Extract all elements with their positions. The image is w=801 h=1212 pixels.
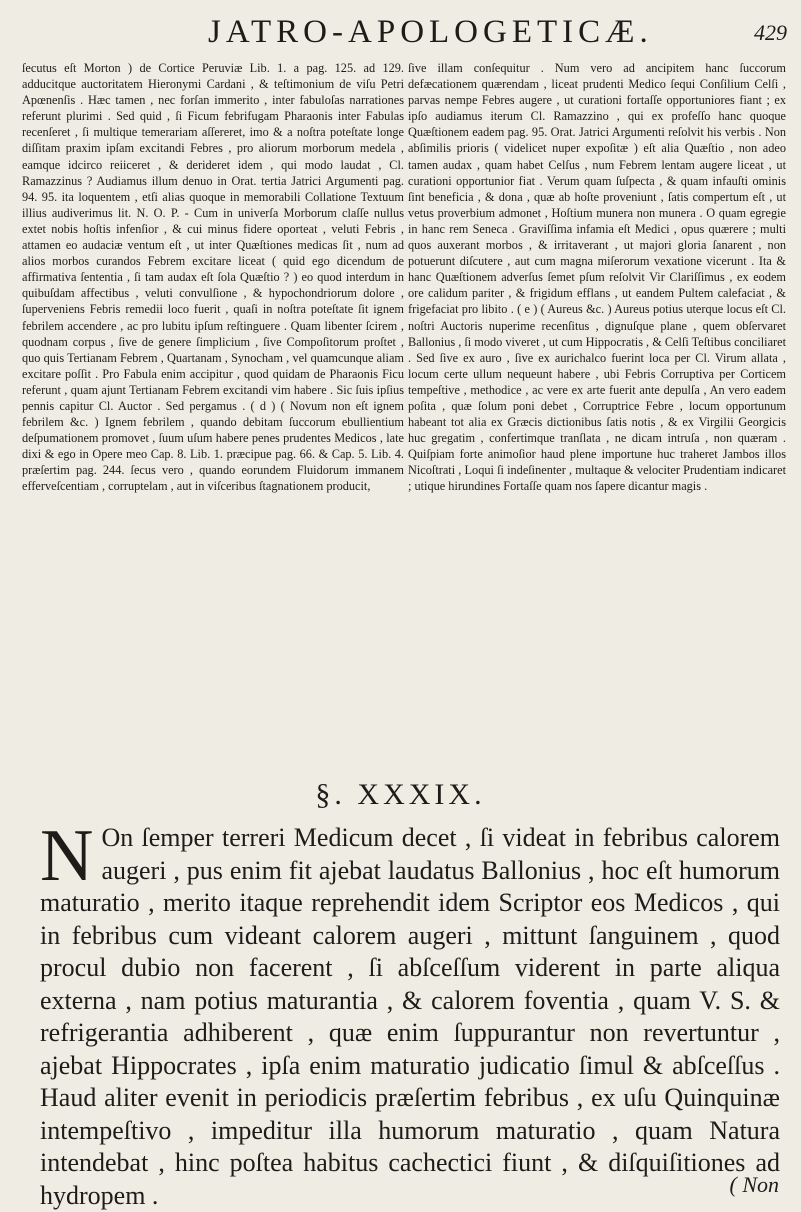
left-column <box>22 60 404 780</box>
page-number: 429 <box>754 20 787 45</box>
right-column-text: ſive illam conſequitur . Num vero ad ancipitem hanc ſuccorum defæcationem quærendam , liceat prudenti Medico ſequi Conſilium Celſi , parvas nempe Febres augere , ut curationi fortaſſe opportuniores fiant ; ex ipſo audiamus iterum Cl. Ramazzino , qui ex profeſſo hanc quoque Quæſtionem eadem pag. 95. Orat. Jatrici Argumenti reſolvit his verbis . Non abſimilis prioris ( videlicet nuper expoſitæ ) eſt alia Quæſtio , non adeo tamen audax , quam habet Celſus , num Febrem lentam augere liceat , ut curationi opportunior fiat . Verum quam ſuſpecta , & quam infauſti ominis ſint beneficia , & dona , quæ ab hoſte proveniunt , ſatis compertum eſt , ut vetus proverbium admonet , Hoſtium munera non munera . O quam egregie in hanc rem Seneca . Graviſſima infamia eſt Medici , opus quærere ; multi quos auxerant morbos , & irritaverant , ut majori gloria ſanarent , non potuerunt diſcutere , aut cum magna miſerorum vexatione vicerunt . Ita & hanc Quæſtionem adverſus ſemet pſum reſolvit Vir Clariſſimus , ex eodem ore calidum pariter , & frigidum efflans , ut eandem Pultem calefaciat , & frigefaciat pro libito . ( e ) ( Aureus &c. ) Aureus potius uterque locus eſt Cl. noſtri Auctoris nuperime recenſitus , dignuſque plane , quem obſervaret Ballonius , ſi modo viveret , ut cum Hippocratis , & Celſi Teſtibus conciliaret . Sed ſive ex auro , ſive ex aurichalco fuerint loca per Cl. Virum allata , locum certe ullum nequeunt habere , ubi Febris Corruptiva per Corticem tempeſtive , methodice , ac vere ex arte fuerit ante depulſa , An vero eadem poſita , quæ ſolum poni debet , Corruptrice Febre , locum opportunum habeant tot alia ex Græcis dictionibus ſatis notis , & ex Virgilii Georgicis huc gregatim , confertimque tranſlata , ne dicam intruſa , non quæram . Quiſpiam forte animoſior haud plene importune huc traheret Jambos illos Nicoſtrati , Loqui ſi indeſinenter , multaque & velociter Prudentiam indicaret ; utique hirundines Fortaſſe quam nos ſapere dicantur magis . <box>408 61 787 494</box>
catchword: ( Non <box>729 1172 779 1197</box>
main-paragraph-text: On ſemper terreri Medicum decet , ſi videat in febribus calorem augeri , pus enim fit ajebat laudatus Ballonius , hoc eſt humorum maturatio , merito itaque reprehendit idem Scriptor eos Medicos , qui in febribus cum videant calorem augeri , mittunt ſanguinem , quod procul dubio non facerent , ſi abſceſſum viderent in parte aliqua externa , nam potius maturantia , & calorem foventia , quam V. S. & refrigerantia adhiberent , quæ enim ſuppurantur non revertuntur , ajebat Hippocrates , ipſa enim maturatio judicatio ſimul & abſceſſus . Haud aliter evenit in periodicis præſertim febribus , ex uſu Quinquinæ intempeſtivo , impeditur illa humorum maturatio , quam Natura intendebat , hinc poſtea habitus cachectici fiunt , & diſquiſitiones ad hydropem . <box>40 823 780 1210</box>
right-column <box>408 60 786 780</box>
main-paragraph <box>40 815 780 1210</box>
drop-cap: N <box>40 815 94 897</box>
running-head <box>0 14 801 58</box>
section-heading: §. XXXIX. <box>315 778 486 811</box>
left-column-text: ſecutus eſt Morton ) de Cortice Peruviæ Lib. 1. a pag. 125. ad 129. adducitque auctoritatem Hieronymi Cardani , & teſtimonium de viſu Petri Apœnenſis . Hæc tamen , nec forſan immerito , inter fabuloſas narrationes referunt plurimi . Sed quid , ſi Ficum febrifugam Pharaonis inter Fabulas recenſeret , ſi multique temerariam aſſereret, imo & a noſtra poteſtate longe diſſitam praxim ipſam excitandi Febres , pro aliorum morborum medela , eamque idcirco reiiceret , & derideret idem , qui modo laudat , Cl. Ramazzinus ? Audiamus illum denuo in Orat. tertia Jatrici Argumenti pag. 94. 95. ita loquentem , etſi alias quoque in memorabili Collatione Textuum illius audiverimus lit. N. O. P. - Cum in univerſa Morborum claſſe nullus extet nobis hoſtis infenſior , & cui minus fidere oporteat , veluti Febris , attamen eo audaciæ ventum eſt , ut inter Quæſtiones medicas ſit , num ad alios morbos curandos Febrem excitare liceat ( quid ego dicendum de affirmativa ſententia , ſi tam audax eſt ſola Quæſtio ? ) eo quod interdum in quibuſdam affectibus , veluti convulſione , & hypochondriorum dolore , ſuperveniens Febris remedii loco fuerit , quaſi in noſtra poteſtate ſit ignem febrilem accendere , ac pro lubitu ipſum reſtinguere . Quam libenter ſcirem , quodnam corpus , ſive de genere ſimplicium , ſive Compoſitorum proſtet , quo quis Tertianam Febrem , Quartanam , Synocham , vel quamcunque aliam excitare poſſit . Pro Fabula enim accipitur , quod quidam de Pharaonis Ficu referunt , quam ajunt Tertianam Febrem excitandi vim habere . Sic ſuis ipſius pennis capitur Cl. Auctor . Sed pergamus . ( d ) ( Novum non eſt ignem febrilem &c. ) Ignem febrilem , quando debitam ſuccorum ebullientium deſpumationem promovet , ſuum uſum habere penes prudentes Medicos , late dixi & ego in Opere meo Cap. 8. Lib. 1. præcipue pag. 66. & Cap. 5. Lib. 4. præſertim pag. 244. ſecus vero , quando eorundem Fluidorum immanem efferveſcentiam , corruptelam , aut in viſceribus ſtagnationem producit, <box>22 61 404 494</box>
running-head-title: JATRO-APOLOGETICÆ. <box>208 14 653 50</box>
